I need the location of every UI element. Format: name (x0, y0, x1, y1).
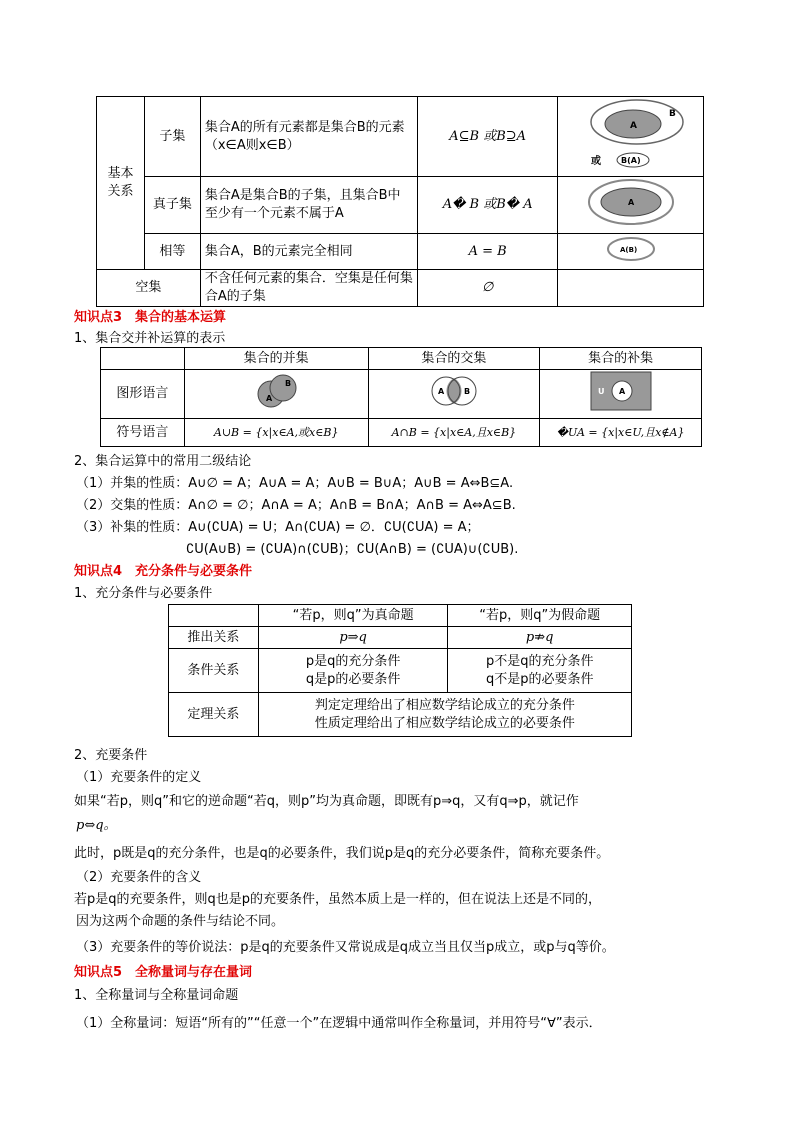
venn-label-b: B (668, 108, 676, 119)
section4-title: 知识点4 充分条件与必要条件 (74, 564, 253, 579)
criterion-theorem-text: 判定定理给出了相应数学结论成立的充分条件 (314, 697, 575, 713)
complement-venn (590, 371, 652, 411)
universal-quantifier-def: （1）全称量词：短语“所有的”“任意一个”在逻辑中通常叫作全称量词，并用符号“∀”表示． (76, 1016, 602, 1031)
row-desc-empty: 不含任何元素的集合．空集是任何集合A的子集 (200, 270, 418, 307)
ops-header-union: 集合的并集 (184, 348, 368, 370)
venn-label-u: U (597, 387, 605, 396)
meaning-heading: （2）充要条件的含义 (76, 870, 202, 885)
complement-symbol: �UA = {x|x∈U,且x∉A} (540, 419, 702, 447)
definition-para-2: p⇔q。 (76, 818, 117, 833)
cond-row-label-relation: 条件关系 (169, 649, 259, 693)
venn-proper-subset-cell (558, 177, 704, 234)
section3-title: 知识点3 集合的基本运算 (74, 310, 227, 325)
row-desc-subset: 集合A的所有元素都是集合B的元素（x∈A则x∈B） (200, 97, 418, 177)
row-desc-proper-subset: 集合A是集合B的子集，且集合B中至少有一个元素不属于A (200, 177, 418, 234)
union-properties: （1）并集的性质：A∪∅ = A；A∪A = A；A∪B = B∪A；A∪B = A⇔B⊆A. (76, 476, 514, 491)
section4-sub2: 2、充要条件 (74, 748, 148, 763)
row-sym-empty: ∅ (418, 270, 558, 307)
sufficient-text: p是q的充分条件 (305, 653, 401, 669)
row-sym-equal: A = B (418, 234, 558, 270)
equivalent-statement: （3）充要条件的等价说法：p是q的充要条件又常说成是q成立当且仅当p成立，或p与q等价。 (76, 940, 615, 955)
section4-sub1: 1、充分条件与必要条件 (74, 586, 213, 601)
group-label: 基本 关系 (97, 97, 145, 270)
conditions-table (168, 604, 632, 737)
definition-heading: （1）充要条件的定义 (76, 770, 202, 785)
venn-label-a: A (629, 120, 637, 131)
intersection-venn-cell (368, 370, 540, 419)
definition-para-1: 如果“若p，则q”和它的逆命题“若q，则p”均为真命题，即既有p⇒q，又有q⇒p，就记作 (74, 794, 579, 809)
venn-equal-cell (558, 234, 704, 270)
venn-label-a: A (627, 198, 634, 207)
relation-true-cell (258, 649, 448, 693)
set-operations-table (100, 347, 702, 447)
intersection-venn (424, 370, 484, 412)
venn-equal-label: B(A) (620, 155, 641, 165)
ops-row-label-symbol: 符号语言 (101, 419, 185, 447)
union-symbol: A∪B = {x|x∈A,或x∈B} (184, 419, 368, 447)
venn-label-a: A (437, 387, 445, 396)
ops-header-intersection: 集合的交集 (368, 348, 540, 370)
theorem-cell (258, 693, 631, 737)
set-relations-table (96, 96, 704, 307)
definition-para-3: 此时，p既是q的充分条件，也是q的必要条件，我们说p是q的充分必要条件，简称充要条件。 (74, 846, 610, 861)
cond-header-false: “若p，则q”为假命题 (448, 605, 632, 627)
meaning-para-2: 因为这两个命题的条件与结论不同。 (76, 914, 285, 929)
venn-label-a: A (266, 394, 273, 403)
property-theorem-text: 性质定理给出了相应数学结论成立的必要条件 (314, 715, 575, 731)
venn-proper-subset (586, 177, 676, 227)
section5-sub1: 1、全称量词与全称量词命题 (74, 988, 239, 1003)
union-venn (246, 370, 306, 412)
row-desc-equal: 集合A，B的元素完全相同 (200, 234, 418, 270)
row-name-equal: 相等 (144, 234, 200, 270)
section5-title: 知识点5 全称量词与存在量词 (74, 965, 253, 980)
necessary-text: q是p的必要条件 (305, 671, 401, 687)
relation-false-cell (448, 649, 632, 693)
union-venn-cell (184, 370, 368, 419)
ops-header-complement: 集合的补集 (540, 348, 702, 370)
row-sym-subset: A⊆B 或B⊇A (418, 97, 558, 177)
venn-equal (605, 235, 657, 263)
section3-sub2: 2、集合运算中的常用二级结论 (74, 454, 252, 469)
intersection-properties: （2）交集的性质：A∩∅ = ∅；A∩A = A；A∩B = B∩A；A∩B = A⇔A⊆B. (76, 498, 516, 513)
not-implies-symbol: p⇏q (448, 627, 632, 649)
row-name-subset: 子集 (144, 97, 200, 177)
complement-venn-cell (540, 370, 702, 419)
venn-or-label: 或 (590, 155, 601, 167)
not-necessary-text: q不是p的必要条件 (485, 671, 594, 687)
venn-label-b: B (463, 387, 470, 396)
row-sym-proper-subset: A� B 或B� A (418, 177, 558, 234)
complement-properties: （3）补集的性质：A∪(∁UA) = U；A∩(∁UA) = ∅．∁U(∁UA) = A； (76, 520, 480, 535)
meaning-para-1: 若p是q的充要条件，则q也是p的充要条件，虽然本质上是一样的，但在说法上还是不同的， (74, 892, 602, 907)
de-morgan-laws: ∁U(A∪B) = (∁UA)∩(∁UB)；∁U(A∩B) = (∁UA)∪(∁UB). (186, 542, 519, 557)
not-sufficient-text: p不是q的充分条件 (485, 653, 594, 669)
venn-subset-cell (558, 97, 704, 177)
row-name-proper-subset: 真子集 (144, 177, 200, 234)
implies-symbol: p⇒q (258, 627, 448, 649)
cond-row-label-theorem: 定理关系 (169, 693, 259, 737)
intersection-symbol: A∩B = {x|x∈A,且x∈B} (368, 419, 540, 447)
cond-row-label-implication: 推出关系 (169, 627, 259, 649)
row-name-empty: 空集 (97, 270, 201, 307)
venn-label-a: A (618, 387, 625, 396)
cond-header-true: “若p，则q”为真命题 (258, 605, 448, 627)
cond-header-empty (169, 605, 259, 627)
ops-row-label-graph: 图形语言 (101, 370, 185, 419)
venn-subset (571, 98, 691, 170)
venn-equal-label: A(B) (619, 245, 637, 254)
section3-sub1: 1、集合交并补运算的表示 (74, 331, 226, 346)
empty-cell (558, 270, 704, 307)
venn-label-b: B (285, 379, 292, 388)
ops-header-empty (101, 348, 185, 370)
